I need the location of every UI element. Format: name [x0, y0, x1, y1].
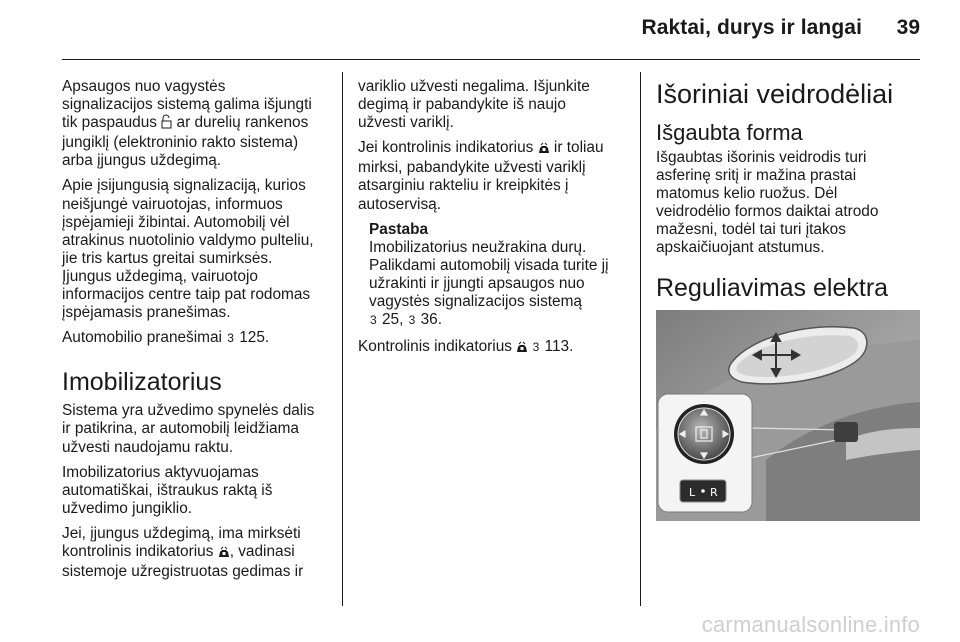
heading-electric-adjustment: Reguliavimas elektra: [656, 273, 889, 302]
column-1: [62, 78, 338, 588]
mirror-adjustment-figure: [656, 310, 920, 521]
watermark: carmanualsonline.info: [701, 612, 920, 637]
unlock-icon: [161, 114, 172, 134]
immobilizer-indicator-icon: [516, 340, 528, 358]
paragraph-immobilizer-fault: Jei, įjungus uždegimą, ima mirksėti kontrolinis indikatorius , vadinasi sistemoje užregistruotas gedimas ir: [62, 524, 304, 581]
page-reference-icon: 3: [370, 313, 377, 328]
paragraph-immobilizer-activation: Imobilizatorius aktyvuojamas automatiškai, ištraukus raktą iš užvedimo jungiklio.: [62, 463, 273, 517]
paragraph-alarm-warning: Apie įsijungusią signalizaciją, kurios neišjungė vairuotojas, informuos įspėjamieji žibintai. Automobilį vėl atrakinus nuotolinio valdymo pulteliu, jie tris kartus greitai sumirksės. Įjungus uždegimą, vairuotojo informacijos centre taip pat rodomas įspėjamasis pranešimas.: [62, 177, 314, 322]
page-reference-icon: 3: [227, 331, 234, 346]
paragraph-convex-mirror: Išgaubtas išorinis veidrodis turi asferinę sritį ir mažina prastai matomus kelio ruožus. Dėl veidrodėlio formos daiktai atrodo mažesni, todėl tai turi įtakos apskaičiuojant atstumus.: [656, 149, 879, 257]
mirror-switch-illustration: [656, 310, 920, 521]
column-divider-2: [640, 72, 641, 606]
note-title: Pastaba: [369, 220, 429, 238]
switch-label-left: L: [689, 486, 696, 499]
heading-immobilizer: Imobilizatorius: [62, 368, 222, 397]
header-divider: [62, 59, 920, 60]
paragraph-spare-key: Jei kontrolinis indikatorius ir toliau mirksi, pabandykite užvesti variklį atsarginiu rakteliu ir kreipkitės į autoservisą.: [358, 139, 604, 213]
section-title: Raktai, durys ir langai: [641, 16, 862, 39]
paragraph-immobilizer-intro: Sistema yra užvedimo spynelės dalis ir patikrina, ar automobilį leidžiama užvesti naudojamu raktu.: [62, 402, 315, 456]
page-reference-icon: 3: [529, 340, 540, 355]
note-page-refs: 3 25, 3 36.: [370, 311, 442, 329]
column-3: [656, 78, 922, 308]
page-reference-icon: 3: [408, 313, 416, 328]
immobilizer-indicator-icon: [218, 545, 230, 563]
immobilizer-indicator-icon: [538, 141, 550, 159]
paragraph-indicator-ref: Kontrolinis indikatorius 3 113.: [358, 338, 626, 358]
column-2: [358, 78, 626, 365]
heading-exterior-mirrors: Išoriniai veidrodėliai: [656, 79, 894, 109]
subheading-convex-shape: Išgaubta forma: [656, 120, 803, 145]
paragraph-alarm-disable: Apsaugos nuo vagystės signalizacijos sistemą galima išjungti tik paspaudus ar durelių rankenos jungiklį (elektroninio rakto sistema) arba įjungus uždegimą.: [62, 78, 312, 170]
note-box: Pastaba Imobilizatorius neužrakina durų. Palikdami automobilį visada turite jį užrakinti ir įjungti apsaugos nuo vagystės signalizacijos sistemą 3 25, 3 36.: [369, 221, 626, 330]
page-number: 39: [896, 16, 920, 39]
switch-label-right: R: [710, 486, 718, 499]
column-divider-1: [342, 72, 343, 606]
paragraph-vehicle-messages: Automobilio pranešimai 3 125.: [62, 329, 270, 347]
paragraph-engine-start: variklio užvesti negalima. Išjunkite degimą ir pabandykite iš naujo užvesti variklį.: [358, 78, 590, 132]
